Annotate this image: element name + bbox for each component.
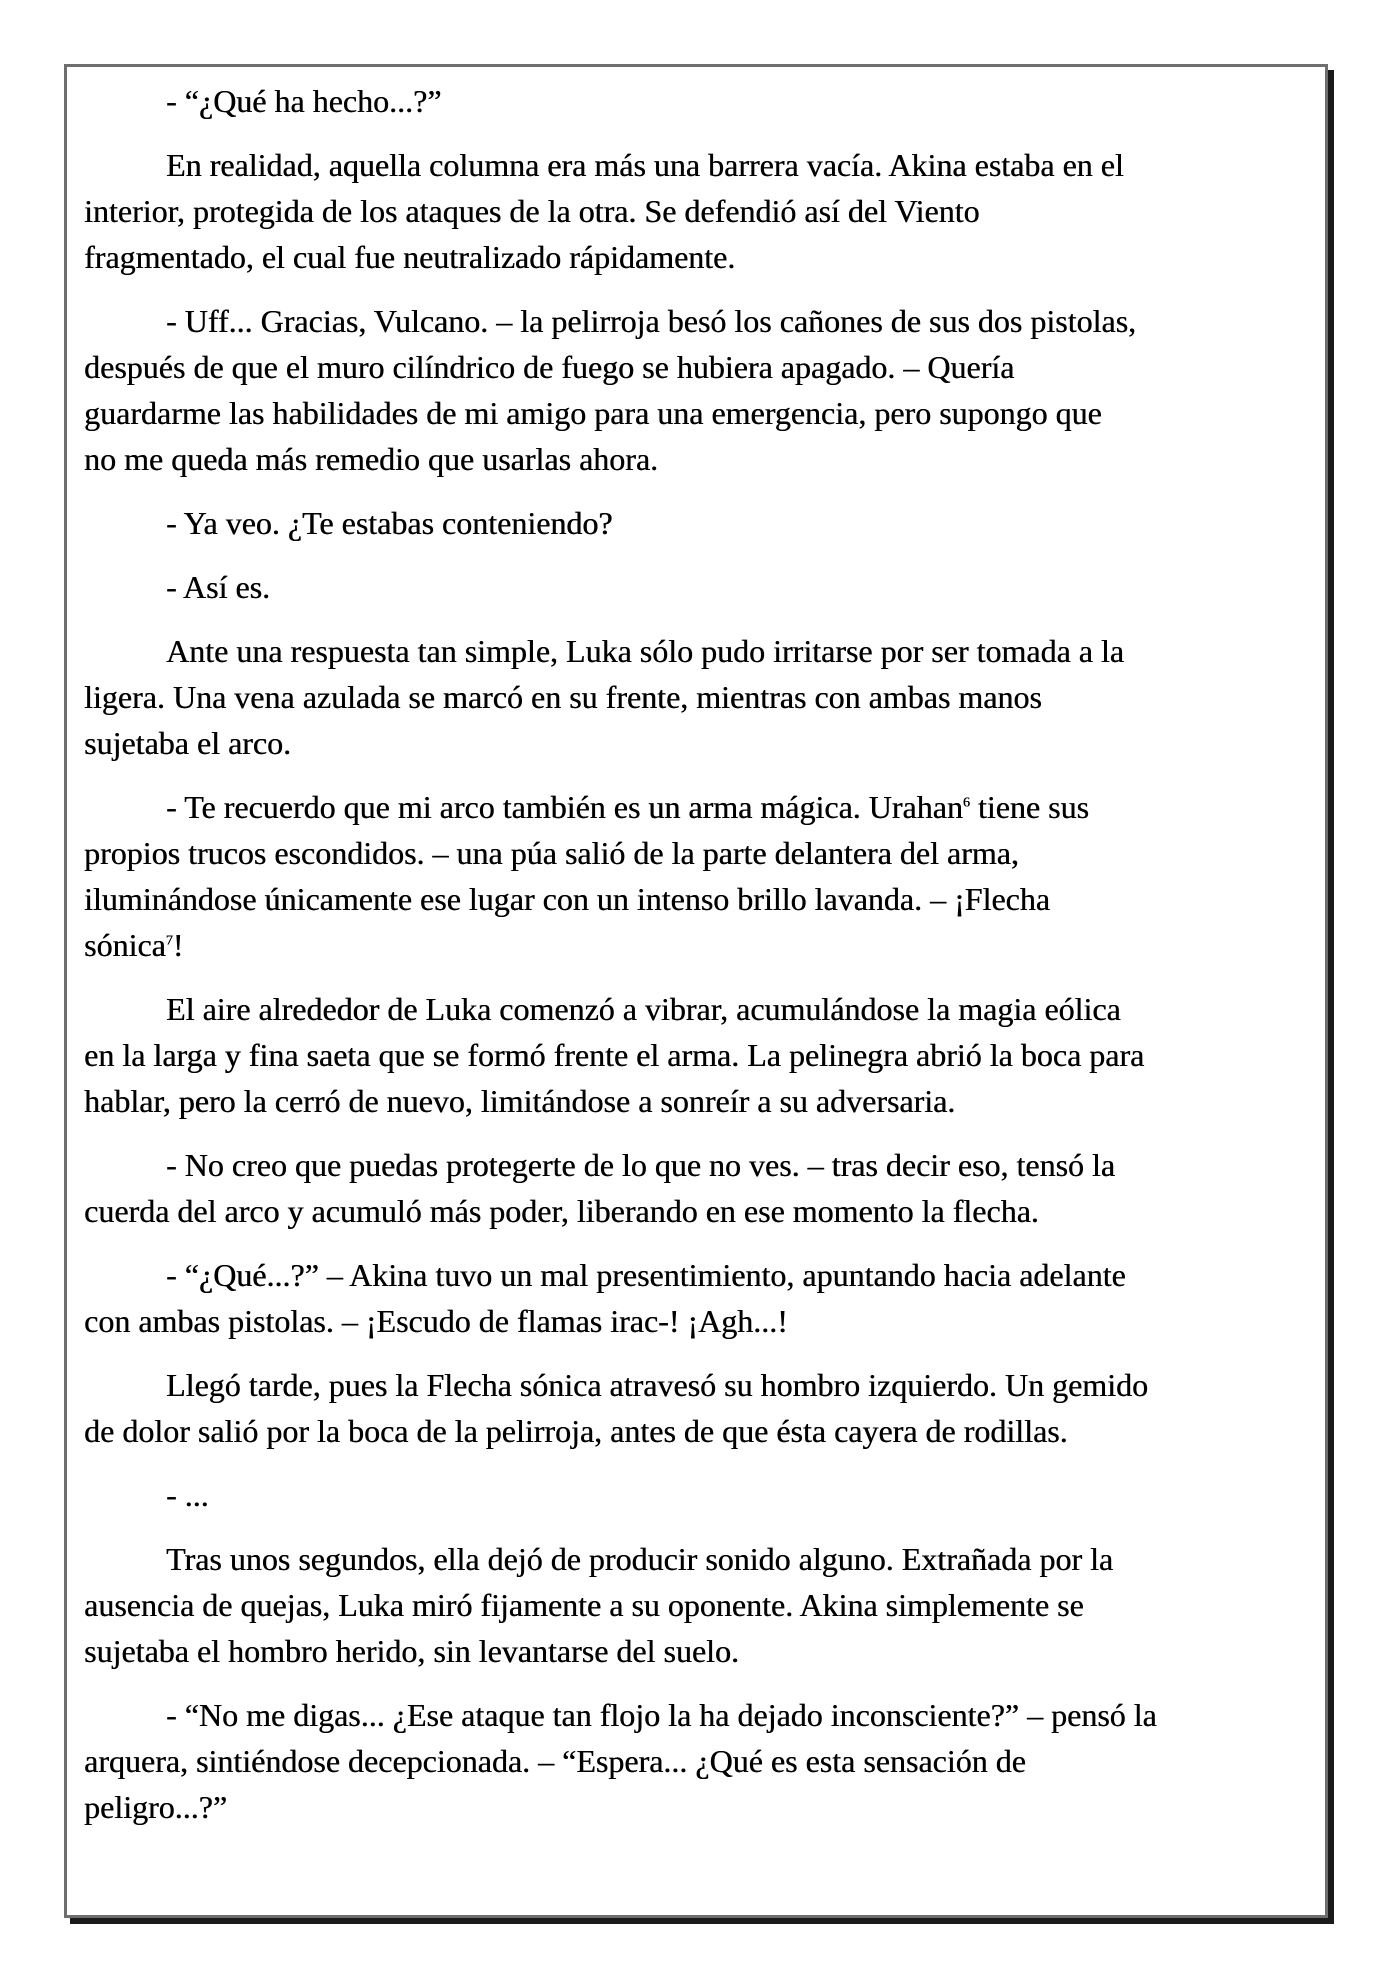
paragraph <box>84 986 1324 1124</box>
text-line: en la larga y fina saeta que se formó frente el arma. La pelinegra abrió la boca para <box>84 1037 1145 1073</box>
text-line: - No creo que puedas protegerte de lo que no ves. – tras decir eso, tensó la <box>166 1147 1115 1183</box>
text-line: - Uff... Gracias, Vulcano. – la pelirroja besó los cañones de sus dos pistolas, <box>166 303 1137 339</box>
text-line: - “No me digas... ¿Ese ataque tan flojo la ha dejado inconsciente?” – pensó la <box>166 1697 1157 1733</box>
paragraph <box>84 1692 1324 1830</box>
paragraph <box>84 500 1324 546</box>
text-line: interior, protegida de los ataques de la otra. Se defendió así del Viento <box>84 193 980 229</box>
text-line: Tras unos segundos, ella dejó de producir sonido alguno. Extrañada por la <box>166 1541 1114 1577</box>
paragraph <box>84 1142 1324 1234</box>
text-line: - Ya veo. ¿Te estabas conteniendo? <box>166 505 613 541</box>
text-line: - Así es. <box>166 569 270 605</box>
text-line: sujetaba el hombro herido, sin levantarse del suelo. <box>84 1633 739 1669</box>
text-line: guardarme las habilidades de mi amigo para una emergencia, pero supongo que <box>84 395 1102 431</box>
footnote-marker: 6 <box>962 795 970 811</box>
footnote-marker: 7 <box>165 933 173 949</box>
body-text <box>84 78 1324 1848</box>
text-line: Llegó tarde, pues la Flecha sónica atravesó su hombro izquierdo. Un gemido <box>166 1367 1148 1403</box>
text-line: ligera. Una vena azulada se marcó en su frente, mientras con ambas manos <box>84 679 1042 715</box>
paragraph <box>84 1536 1324 1674</box>
paragraph <box>84 1472 1324 1518</box>
text-line: sujetaba el arco. <box>84 725 291 761</box>
paragraph <box>84 78 1324 124</box>
text-line: - ... <box>166 1477 209 1513</box>
text-line: propios trucos escondidos. – una púa salió de la parte delantera del arma, <box>84 835 1019 871</box>
text-line: - “¿Qué ha hecho...?” <box>166 83 442 119</box>
text-line: ausencia de quejas, Luka miró fijamente a su oponente. Akina simplemente se <box>84 1587 1084 1623</box>
text-line: con ambas pistolas. – ¡Escudo de flamas irac-! ¡Agh...! <box>84 1303 788 1339</box>
paragraph <box>84 1252 1324 1344</box>
text-line: no me queda más remedio que usarlas ahora. <box>84 441 659 477</box>
text-line <box>84 784 1324 830</box>
paragraph <box>84 1362 1324 1454</box>
text-line: arquera, sintiéndose decepcionada. – “Espera... ¿Qué es esta sensación de <box>84 1743 1026 1779</box>
text-line: Ante una respuesta tan simple, Luka sólo pudo irritarse por ser tomada a la <box>166 633 1124 669</box>
text-segment: ! <box>172 927 184 963</box>
text-line: fragmentado, el cual fue neutralizado rápidamente. <box>84 239 736 275</box>
text-line: de dolor salió por la boca de la pelirroja, antes de que ésta cayera de rodillas. <box>84 1413 1068 1449</box>
text-line <box>84 922 1324 968</box>
text-line: En realidad, aquella columna era más una barrera vacía. Akina estaba en el <box>166 147 1124 183</box>
text-line: iluminándose únicamente ese lugar con un intenso brillo lavanda. – ¡Flecha <box>84 881 1050 917</box>
text-segment: tiene sus <box>969 789 1089 825</box>
text-segment: - Te recuerdo que mi arco también es un arma mágica. Urahan <box>166 789 963 825</box>
paragraph <box>84 784 1324 968</box>
paragraph <box>84 564 1324 610</box>
text-line: después de que el muro cilíndrico de fuego se hubiera apagado. – Quería <box>84 349 1015 385</box>
text-line: El aire alrededor de Luka comenzó a vibrar, acumulándose la magia eólica <box>166 991 1121 1027</box>
text-line: - “¿Qué...?” – Akina tuvo un mal presentimiento, apuntando hacia adelante <box>166 1257 1126 1293</box>
paragraph <box>84 298 1324 482</box>
text-line: hablar, pero la cerró de nuevo, limitándose a sonreír a su adversaria. <box>84 1083 956 1119</box>
text-line: peligro...?” <box>84 1789 228 1825</box>
paragraph <box>84 142 1324 280</box>
paragraph <box>84 628 1324 766</box>
text-line: cuerda del arco y acumuló más poder, liberando en ese momento la flecha. <box>84 1193 1039 1229</box>
text-segment: sónica <box>84 927 166 963</box>
